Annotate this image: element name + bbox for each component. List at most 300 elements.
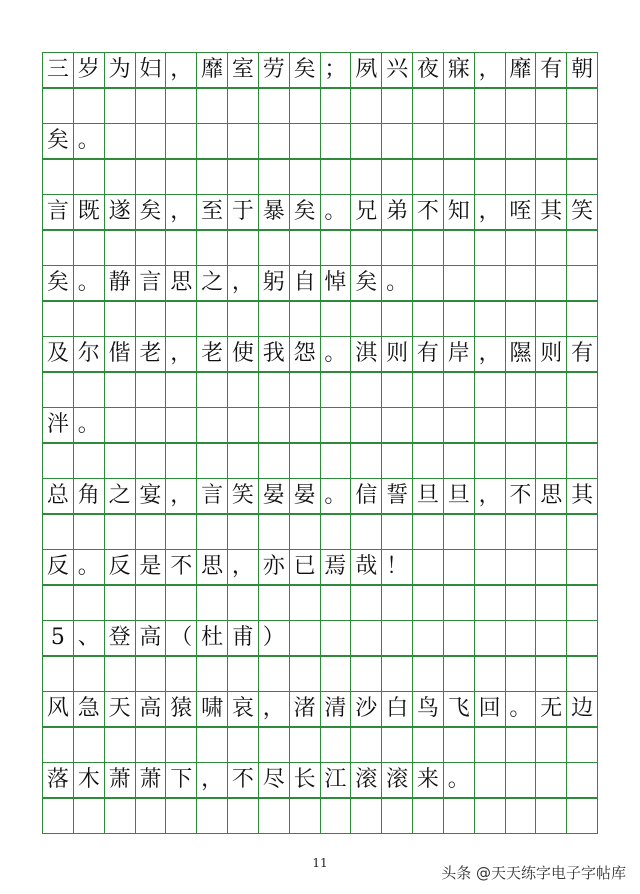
grid-cell bbox=[567, 124, 598, 159]
grid-cell bbox=[567, 160, 598, 195]
grid-cell: ， bbox=[259, 692, 290, 727]
grid-cell bbox=[166, 444, 197, 479]
grid-cell bbox=[567, 621, 598, 656]
text-row bbox=[42, 620, 598, 656]
grid-cell: 矣 bbox=[290, 195, 321, 230]
grid-cell bbox=[43, 515, 74, 550]
grid-cell: 急 bbox=[74, 692, 105, 727]
grid-cell bbox=[382, 657, 413, 692]
grid-cell bbox=[413, 799, 444, 834]
grid-cell bbox=[475, 621, 506, 656]
grid-cell: 老 bbox=[136, 337, 167, 372]
grid-cell bbox=[321, 231, 352, 266]
grid-cell bbox=[136, 89, 167, 124]
grid-cell bbox=[321, 799, 352, 834]
grid-cell: 为 bbox=[105, 53, 136, 88]
grid-cell bbox=[105, 799, 136, 834]
grid-cell bbox=[321, 728, 352, 763]
grid-cell: 亦 bbox=[259, 550, 290, 585]
grid-cell bbox=[413, 373, 444, 408]
grid-cell: 反 bbox=[105, 550, 136, 585]
grid-cell: 言 bbox=[136, 266, 167, 301]
grid-cell: 言 bbox=[197, 479, 228, 514]
grid-cell bbox=[228, 160, 259, 195]
grid-cell bbox=[506, 124, 537, 159]
grid-cell: 知 bbox=[444, 195, 475, 230]
grid-cell bbox=[536, 408, 567, 443]
grid-cell bbox=[43, 302, 74, 337]
grid-cell bbox=[567, 657, 598, 692]
grid-cell bbox=[290, 444, 321, 479]
grid-cell bbox=[105, 160, 136, 195]
grid-cell: 咥 bbox=[506, 195, 537, 230]
grid-cell bbox=[105, 444, 136, 479]
grid-cell bbox=[506, 799, 537, 834]
grid-cell bbox=[105, 373, 136, 408]
grid-cell bbox=[506, 621, 537, 656]
blank-row bbox=[42, 159, 598, 195]
grid-cell bbox=[506, 231, 537, 266]
grid-cell: 。 bbox=[382, 266, 413, 301]
grid-cell bbox=[382, 302, 413, 337]
grid-cell: 于 bbox=[228, 195, 259, 230]
grid-cell: 泮 bbox=[43, 408, 74, 443]
grid-cell bbox=[413, 444, 444, 479]
grid-cell: 既 bbox=[74, 195, 105, 230]
grid-cell: 高 bbox=[136, 692, 167, 727]
grid-cell: （ bbox=[166, 621, 197, 656]
grid-cell bbox=[351, 621, 382, 656]
grid-cell: 。 bbox=[321, 195, 352, 230]
grid-cell: 边 bbox=[567, 692, 598, 727]
grid-cell: 木 bbox=[74, 763, 105, 798]
grid-cell: ） bbox=[259, 621, 290, 656]
grid-cell bbox=[197, 89, 228, 124]
grid-cell bbox=[506, 160, 537, 195]
grid-cell bbox=[506, 763, 537, 798]
text-row bbox=[42, 336, 598, 372]
grid-cell: ， bbox=[197, 763, 228, 798]
grid-cell: 其 bbox=[567, 479, 598, 514]
grid-cell: 偕 bbox=[105, 337, 136, 372]
grid-cell bbox=[536, 124, 567, 159]
grid-cell bbox=[506, 586, 537, 621]
grid-cell bbox=[413, 657, 444, 692]
grid-cell bbox=[567, 89, 598, 124]
grid-cell: 回 bbox=[475, 692, 506, 727]
grid-cell: ， bbox=[475, 479, 506, 514]
grid-cell: 之 bbox=[197, 266, 228, 301]
grid-cell bbox=[567, 515, 598, 550]
grid-cell bbox=[197, 728, 228, 763]
grid-cell: 靡 bbox=[506, 53, 537, 88]
grid-cell bbox=[166, 799, 197, 834]
grid-cell bbox=[136, 586, 167, 621]
grid-cell: 躬 bbox=[259, 266, 290, 301]
grid-cell bbox=[166, 728, 197, 763]
grid-cell bbox=[351, 799, 382, 834]
grid-cell bbox=[259, 586, 290, 621]
grid-cell bbox=[290, 586, 321, 621]
grid-cell: 兴 bbox=[382, 53, 413, 88]
grid-cell bbox=[567, 586, 598, 621]
grid-cell bbox=[382, 586, 413, 621]
grid-cell: 甫 bbox=[228, 621, 259, 656]
grid-cell: 弟 bbox=[382, 195, 413, 230]
grid-cell: 至 bbox=[197, 195, 228, 230]
text-row bbox=[42, 194, 598, 230]
grid-cell bbox=[74, 586, 105, 621]
grid-cell bbox=[444, 266, 475, 301]
grid-cell: 靡 bbox=[197, 53, 228, 88]
grid-cell bbox=[475, 231, 506, 266]
blank-row bbox=[42, 443, 598, 479]
grid-cell: 思 bbox=[166, 266, 197, 301]
grid-cell bbox=[382, 621, 413, 656]
grid-cell: 。 bbox=[321, 337, 352, 372]
blank-row bbox=[42, 230, 598, 266]
grid-cell: 。 bbox=[506, 692, 537, 727]
grid-cell bbox=[136, 124, 167, 159]
grid-cell bbox=[290, 302, 321, 337]
grid-cell: 寐 bbox=[444, 53, 475, 88]
grid-cell: ， bbox=[228, 550, 259, 585]
grid-cell bbox=[475, 266, 506, 301]
grid-cell: ， bbox=[166, 337, 197, 372]
grid-cell bbox=[105, 657, 136, 692]
grid-cell: 我 bbox=[259, 337, 290, 372]
grid-cell bbox=[290, 657, 321, 692]
grid-cell: 白 bbox=[382, 692, 413, 727]
grid-cell bbox=[475, 408, 506, 443]
grid-cell bbox=[351, 515, 382, 550]
grid-cell: 遂 bbox=[105, 195, 136, 230]
grid-cell: 渚 bbox=[290, 692, 321, 727]
grid-cell: 矣 bbox=[351, 266, 382, 301]
grid-cell bbox=[475, 373, 506, 408]
grid-cell: 、 bbox=[74, 621, 105, 656]
grid-cell: 不 bbox=[166, 550, 197, 585]
grid-cell bbox=[136, 408, 167, 443]
grid-cell bbox=[475, 657, 506, 692]
grid-cell bbox=[382, 799, 413, 834]
grid-cell bbox=[166, 124, 197, 159]
grid-cell: ， bbox=[475, 53, 506, 88]
grid-cell bbox=[259, 89, 290, 124]
grid-cell bbox=[197, 124, 228, 159]
grid-cell: 杜 bbox=[197, 621, 228, 656]
grid-cell: 怨 bbox=[290, 337, 321, 372]
grid-cell bbox=[228, 444, 259, 479]
grid-cell bbox=[567, 799, 598, 834]
grid-cell bbox=[567, 373, 598, 408]
grid-cell bbox=[197, 231, 228, 266]
grid-cell bbox=[228, 728, 259, 763]
text-row bbox=[42, 52, 598, 88]
page-number: 11 bbox=[312, 856, 328, 870]
grid-cell: 登 bbox=[105, 621, 136, 656]
grid-cell bbox=[444, 160, 475, 195]
text-row bbox=[42, 265, 598, 301]
grid-cell: 劳 bbox=[259, 53, 290, 88]
grid-cell bbox=[43, 444, 74, 479]
grid-cell bbox=[567, 728, 598, 763]
grid-cell: 旦 bbox=[413, 479, 444, 514]
grid-cell bbox=[536, 160, 567, 195]
grid-cell: 是 bbox=[136, 550, 167, 585]
grid-cell: ， bbox=[166, 53, 197, 88]
grid-cell bbox=[259, 160, 290, 195]
grid-cell bbox=[259, 799, 290, 834]
grid-cell bbox=[136, 302, 167, 337]
blank-row bbox=[42, 798, 598, 834]
grid-cell bbox=[259, 657, 290, 692]
grid-cell bbox=[536, 657, 567, 692]
text-row bbox=[42, 762, 598, 798]
grid-cell: 滚 bbox=[351, 763, 382, 798]
grid-cell bbox=[536, 302, 567, 337]
grid-cell bbox=[567, 550, 598, 585]
grid-cell bbox=[228, 89, 259, 124]
grid-cell bbox=[166, 231, 197, 266]
grid-cell bbox=[228, 124, 259, 159]
grid-cell: 清 bbox=[321, 692, 352, 727]
grid-cell: 夙 bbox=[351, 53, 382, 88]
grid-cell: 岸 bbox=[444, 337, 475, 372]
grid-cell: 晏 bbox=[259, 479, 290, 514]
grid-cell bbox=[74, 728, 105, 763]
grid-cell bbox=[197, 657, 228, 692]
grid-cell bbox=[475, 89, 506, 124]
text-row bbox=[42, 407, 598, 443]
grid-cell: 猿 bbox=[166, 692, 197, 727]
grid-cell bbox=[105, 89, 136, 124]
grid-cell: 悼 bbox=[321, 266, 352, 301]
grid-cell bbox=[259, 373, 290, 408]
grid-cell bbox=[74, 89, 105, 124]
grid-cell: 。 bbox=[321, 479, 352, 514]
grid-cell: 。 bbox=[74, 266, 105, 301]
grid-cell bbox=[74, 231, 105, 266]
grid-cell: 已 bbox=[290, 550, 321, 585]
grid-cell: 5 bbox=[43, 621, 74, 656]
grid-cell bbox=[321, 586, 352, 621]
grid-cell bbox=[567, 231, 598, 266]
grid-cell bbox=[290, 89, 321, 124]
grid-cell: 言 bbox=[43, 195, 74, 230]
grid-cell: 则 bbox=[536, 337, 567, 372]
grid-cell bbox=[444, 89, 475, 124]
grid-cell bbox=[43, 160, 74, 195]
grid-cell: 三 bbox=[43, 53, 74, 88]
grid-cell bbox=[105, 515, 136, 550]
grid-cell: 信 bbox=[351, 479, 382, 514]
grid-cell: 沙 bbox=[351, 692, 382, 727]
grid-cell: 妇 bbox=[136, 53, 167, 88]
grid-cell: 有 bbox=[567, 337, 598, 372]
grid-cell: ！ bbox=[382, 550, 413, 585]
grid-cell: 笑 bbox=[567, 195, 598, 230]
grid-cell bbox=[136, 657, 167, 692]
grid-cell bbox=[290, 728, 321, 763]
grid-cell bbox=[74, 444, 105, 479]
grid-cell bbox=[321, 302, 352, 337]
grid-cell bbox=[413, 515, 444, 550]
grid-cell bbox=[475, 515, 506, 550]
grid-cell: 之 bbox=[105, 479, 136, 514]
grid-cell: ， bbox=[228, 266, 259, 301]
grid-cell bbox=[536, 586, 567, 621]
grid-cell bbox=[382, 89, 413, 124]
blank-row bbox=[42, 656, 598, 692]
grid-cell bbox=[475, 763, 506, 798]
grid-cell bbox=[536, 266, 567, 301]
grid-cell bbox=[136, 515, 167, 550]
grid-cell: 矣 bbox=[43, 266, 74, 301]
grid-cell bbox=[136, 444, 167, 479]
grid-cell bbox=[74, 302, 105, 337]
grid-cell bbox=[382, 515, 413, 550]
grid-cell bbox=[197, 160, 228, 195]
grid-cell bbox=[74, 657, 105, 692]
grid-cell bbox=[444, 373, 475, 408]
grid-cell bbox=[506, 444, 537, 479]
grid-cell bbox=[413, 728, 444, 763]
grid-cell bbox=[475, 302, 506, 337]
grid-cell bbox=[290, 373, 321, 408]
grid-cell bbox=[382, 408, 413, 443]
grid-cell: 萧 bbox=[105, 763, 136, 798]
grid-cell bbox=[351, 373, 382, 408]
grid-cell: 晏 bbox=[290, 479, 321, 514]
grid-cell bbox=[567, 763, 598, 798]
grid-cell bbox=[43, 799, 74, 834]
grid-cell bbox=[197, 373, 228, 408]
grid-cell: ， bbox=[166, 479, 197, 514]
grid-cell bbox=[136, 160, 167, 195]
grid-cell bbox=[444, 728, 475, 763]
grid-cell bbox=[43, 586, 74, 621]
grid-cell: ； bbox=[321, 53, 352, 88]
grid-cell bbox=[197, 302, 228, 337]
grid-cell bbox=[444, 621, 475, 656]
grid-cell bbox=[475, 444, 506, 479]
grid-cell bbox=[413, 586, 444, 621]
grid-cell: 滚 bbox=[382, 763, 413, 798]
grid-cell bbox=[290, 621, 321, 656]
grid-cell bbox=[228, 408, 259, 443]
grid-cell: 室 bbox=[228, 53, 259, 88]
grid-cell bbox=[351, 444, 382, 479]
grid-cell: 角 bbox=[74, 479, 105, 514]
grid-cell bbox=[197, 799, 228, 834]
grid-cell bbox=[506, 515, 537, 550]
grid-cell: 使 bbox=[228, 337, 259, 372]
grid-cell: 则 bbox=[382, 337, 413, 372]
grid-cell bbox=[475, 160, 506, 195]
grid-cell bbox=[43, 373, 74, 408]
grid-cell bbox=[351, 89, 382, 124]
grid-cell bbox=[321, 515, 352, 550]
text-row bbox=[42, 478, 598, 514]
grid-cell bbox=[321, 373, 352, 408]
grid-cell: 尽 bbox=[259, 763, 290, 798]
grid-cell bbox=[228, 302, 259, 337]
grid-cell bbox=[567, 302, 598, 337]
grid-cell: 淇 bbox=[351, 337, 382, 372]
grid-cell bbox=[43, 657, 74, 692]
grid-cell bbox=[228, 373, 259, 408]
grid-cell bbox=[351, 160, 382, 195]
grid-cell bbox=[351, 302, 382, 337]
grid-cell: 思 bbox=[197, 550, 228, 585]
grid-cell bbox=[506, 657, 537, 692]
grid-cell bbox=[536, 444, 567, 479]
grid-cell: 宴 bbox=[136, 479, 167, 514]
grid-cell bbox=[290, 160, 321, 195]
grid-cell bbox=[506, 550, 537, 585]
grid-cell bbox=[105, 728, 136, 763]
grid-cell bbox=[413, 408, 444, 443]
grid-cell: 静 bbox=[105, 266, 136, 301]
grid-cell: 。 bbox=[74, 124, 105, 159]
grid-cell bbox=[444, 124, 475, 159]
grid-cell bbox=[197, 515, 228, 550]
grid-cell: 风 bbox=[43, 692, 74, 727]
blank-row bbox=[42, 88, 598, 124]
grid-cell bbox=[444, 444, 475, 479]
grid-cell: 自 bbox=[290, 266, 321, 301]
grid-cell bbox=[166, 302, 197, 337]
grid-cell: 其 bbox=[536, 195, 567, 230]
grid-cell bbox=[74, 515, 105, 550]
grid-cell bbox=[506, 728, 537, 763]
grid-cell bbox=[475, 550, 506, 585]
grid-cell bbox=[413, 266, 444, 301]
grid-cell bbox=[43, 89, 74, 124]
grid-cell bbox=[413, 302, 444, 337]
grid-cell bbox=[382, 231, 413, 266]
grid-cell: 老 bbox=[197, 337, 228, 372]
grid-cell: 来 bbox=[413, 763, 444, 798]
grid-cell bbox=[536, 550, 567, 585]
grid-cell bbox=[197, 444, 228, 479]
grid-cell: 哉 bbox=[351, 550, 382, 585]
grid-cell: 江 bbox=[321, 763, 352, 798]
grid-cell bbox=[351, 408, 382, 443]
grid-cell: 夜 bbox=[413, 53, 444, 88]
grid-cell bbox=[567, 444, 598, 479]
grid-cell: 矣 bbox=[136, 195, 167, 230]
grid-cell bbox=[166, 586, 197, 621]
grid-cell bbox=[382, 124, 413, 159]
grid-cell bbox=[166, 160, 197, 195]
grid-cell bbox=[136, 373, 167, 408]
grid-cell bbox=[413, 231, 444, 266]
grid-cell bbox=[444, 231, 475, 266]
grid-cell bbox=[506, 302, 537, 337]
grid-cell bbox=[475, 728, 506, 763]
grid-cell bbox=[197, 586, 228, 621]
grid-cell: 旦 bbox=[444, 479, 475, 514]
grid-cell: 尔 bbox=[74, 337, 105, 372]
grid-cell bbox=[290, 408, 321, 443]
grid-cell bbox=[382, 160, 413, 195]
grid-cell: 不 bbox=[413, 195, 444, 230]
grid-cell bbox=[43, 728, 74, 763]
grid-cell bbox=[74, 799, 105, 834]
grid-cell bbox=[536, 799, 567, 834]
